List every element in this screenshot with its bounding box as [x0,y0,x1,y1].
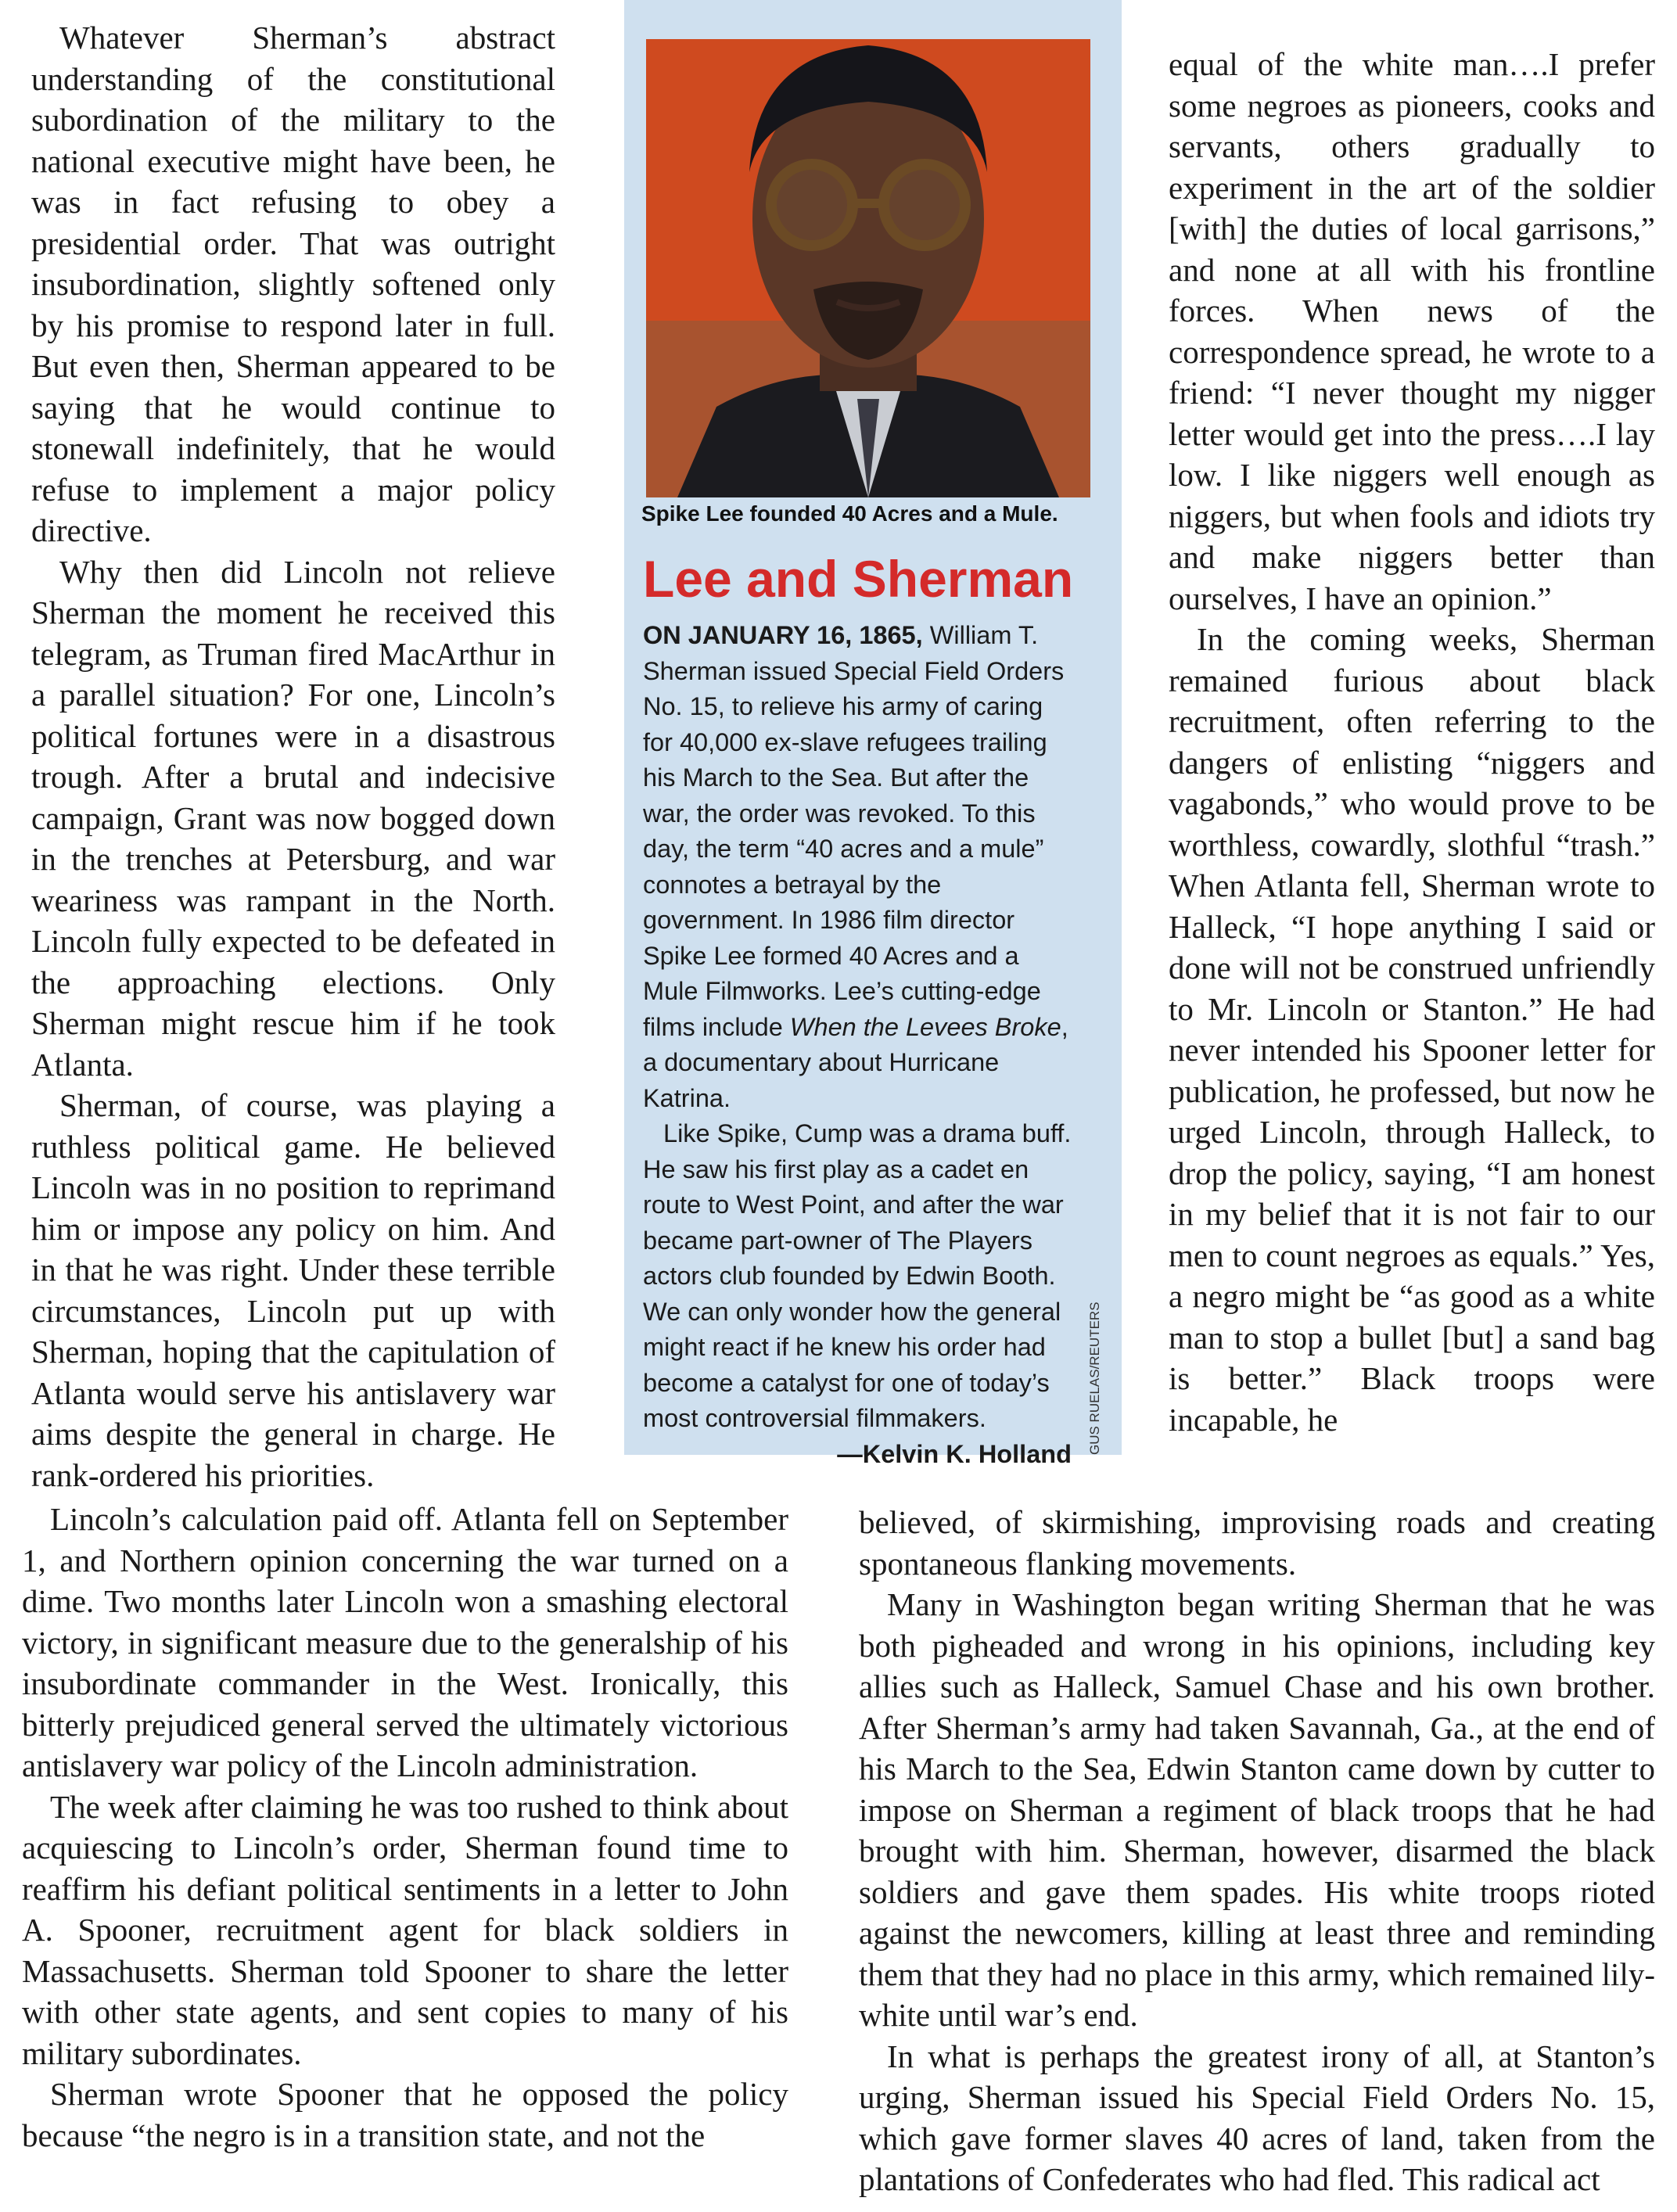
article-paragraph: Lincoln’s calculation paid off. Atlanta fell on September 1, and Northern opinion concerning the war turned on a dime. Two months later Lincoln won a smashing electoral victory, in significant measure due to the generalship of his insubordinate commander in the West. Ironically, this bitterly prejudiced general served the ultimately victorious antislavery war policy of the Lincoln administration. [22,1501,788,1783]
sidebar-title: Lee and Sherman [643,550,1074,608]
sidebar-lead: ON JANUARY 16, 1865, [643,621,923,649]
sidebar-body [643,618,1072,1472]
article-paragraph: In the coming weeks, Sherman remained furious about black recruitment, often referring to the dangers of enlisting “niggers and vagabonds,” who would prove to be worthless, cowardly, slothful “trash.” When Atlanta fell, Sherman wrote to Halleck, “I hope anything I said or done will not be construed unfriendly to Mr. Lincoln or Stanton.” He had never intended his Spooner letter for publication, he professed, but now he urged Lincoln, through Halleck, to drop the policy, saying, “I am honest in my belief that it is not fair to our men to count negroes as equals.” Yes, a negro might be “as good as a white man to stop a bullet [but] a sand bag is better.” Black troops were incapable, he [1169,621,1655,1438]
sidebar-text: , a documentary about Hurricane Katrina. [643,1012,1068,1112]
article-paragraph: Sherman wrote Spooner that he opposed the policy because “the negro is in a transition state, and not the [22,2076,788,2153]
article-paragraph: The week after claiming he was too rushed to think about acquiescing to Lincoln’s order, Sherman found time to reaffirm his defiant political sentiments in a letter to John A. Spooner, recruitment agent for black soldiers in Massachusetts. Sherman told Spooner to share the letter with other state agents, and sent copies to many of his military subordinates. [22,1788,788,2071]
article-column-right-bottom [859,1502,1655,2200]
photo-credit: GUS RUELAS/REUTERS [1087,1302,1102,1455]
photo-caption: Spike Lee founded 40 Acres and a Mule. [641,501,1058,526]
article-paragraph: Why then did Lincoln not relieve Sherman the moment he received this telegram, as Truman fired MacArthur in a parallel situation? For one, Lincoln’s political fortunes were in a disastrous trough. After a brutal and indecisive campaign, Grant was now bogged down in the trenches at Petersburg, and war weariness was rampant in the North. Lincoln fully expected to be defeated in the approaching elections. Only Sherman might rescue him if he took Atlanta. [31,553,555,1083]
article-column-right-top [1169,44,1655,1440]
article-paragraph: Whatever Sherman’s abstract understanding of the constitutional subordination of the military to the national executive might have been, he was in fact refusing to obey a presidential order. That was outright insubordination, slightly softened only by his promise to respond later in full. But even then, Sherman appeared to be saying that he would continue to stonewall indefinitely, that he would refuse to implement a major policy directive. [31,20,555,548]
article-paragraph: Many in Washington began writing Sherman that he was both pigheaded and wrong in his opinions, including key allies such as Halleck, Samuel Chase and his own brother. After Sherman’s army had taken Savannah, Ga., at the end of his March to the Sea, Edwin Stanton came down by cutter to impose on Sherman a regiment of black troops that he had brought with him. Sherman, however, disarmed the black soldiers and gave them spades. His white troops rioted against the newcomers, killing at least three and reminding them that they had no place in this army, which remained lily-white until war’s end. [859,1586,1655,2033]
article-paragraph: believed, of skirmishing, improvising roads and creating spontaneous flanking movements. [859,1504,1655,1582]
article-column-left-bottom [22,1499,788,2156]
portrait-photo [646,39,1090,497]
sidebar-signature: —Kelvin K. Holland [837,1439,1072,1468]
film-title: When the Levees Broke [789,1012,1061,1041]
article-paragraph: In what is perhaps the greatest irony of all, at Stanton’s urging, Sherman issued his Special Field Orders No. 15, which gave former slaves 40 acres of land, taken from the plantations of Confederates who had fled. This radical act [859,2038,1655,2197]
sidebar-box [624,0,1122,1468]
article-paragraph: Sherman, of course, was playing a ruthless political game. He believed Lincoln was in no position to reprimand him or impose any policy on him. And in that he was right. Under these terrible circumstances, Lincoln put up with Sherman, hoping that the capitulation of Atlanta would serve his antislavery war aims despite the general in charge. He rank-ordered his priorities. [31,1087,555,1493]
article-column-left-top [31,17,555,1496]
sidebar-paragraph: Like Spike, Cump was a drama buff. He saw his first play as a cadet en route to West Point, and after the war became part-owner of The Players actors club founded by Edwin Booth. We can only wonder how the general might react if he knew his order had become a catalyst for one of today’s most controversial filmmakers. [643,1119,1072,1432]
sidebar-paragraph [643,618,1072,1116]
portrait-icon [646,39,1090,497]
article-paragraph: equal of the white man….I prefer some negroes as pioneers, cooks and servants, others gradually to experiment in the art of the soldier [with] the duties of local garrisons,” and none at all with his frontline forces. When news of the correspondence spread, he wrote to a friend: “I never thought my nigger letter would get into the press….I lay low. I like niggers well enough as niggers, but when fools and idiots try and make niggers better than ourselves, I have an opinion.” [1169,46,1655,616]
sidebar-text: William T. Sherman issued Special Field Orders No. 15, to relieve his army of caring for 40,000 ex-slave refugees trailing his March to the Sea. But after the war, the order was revoked. To this day, the term “40 acres and a mule” connotes a betrayal by the government. In 1986 film director Spike Lee formed 40 Acres and a Mule Filmworks. Lee’s cutting-edge films include [643,621,1065,1041]
